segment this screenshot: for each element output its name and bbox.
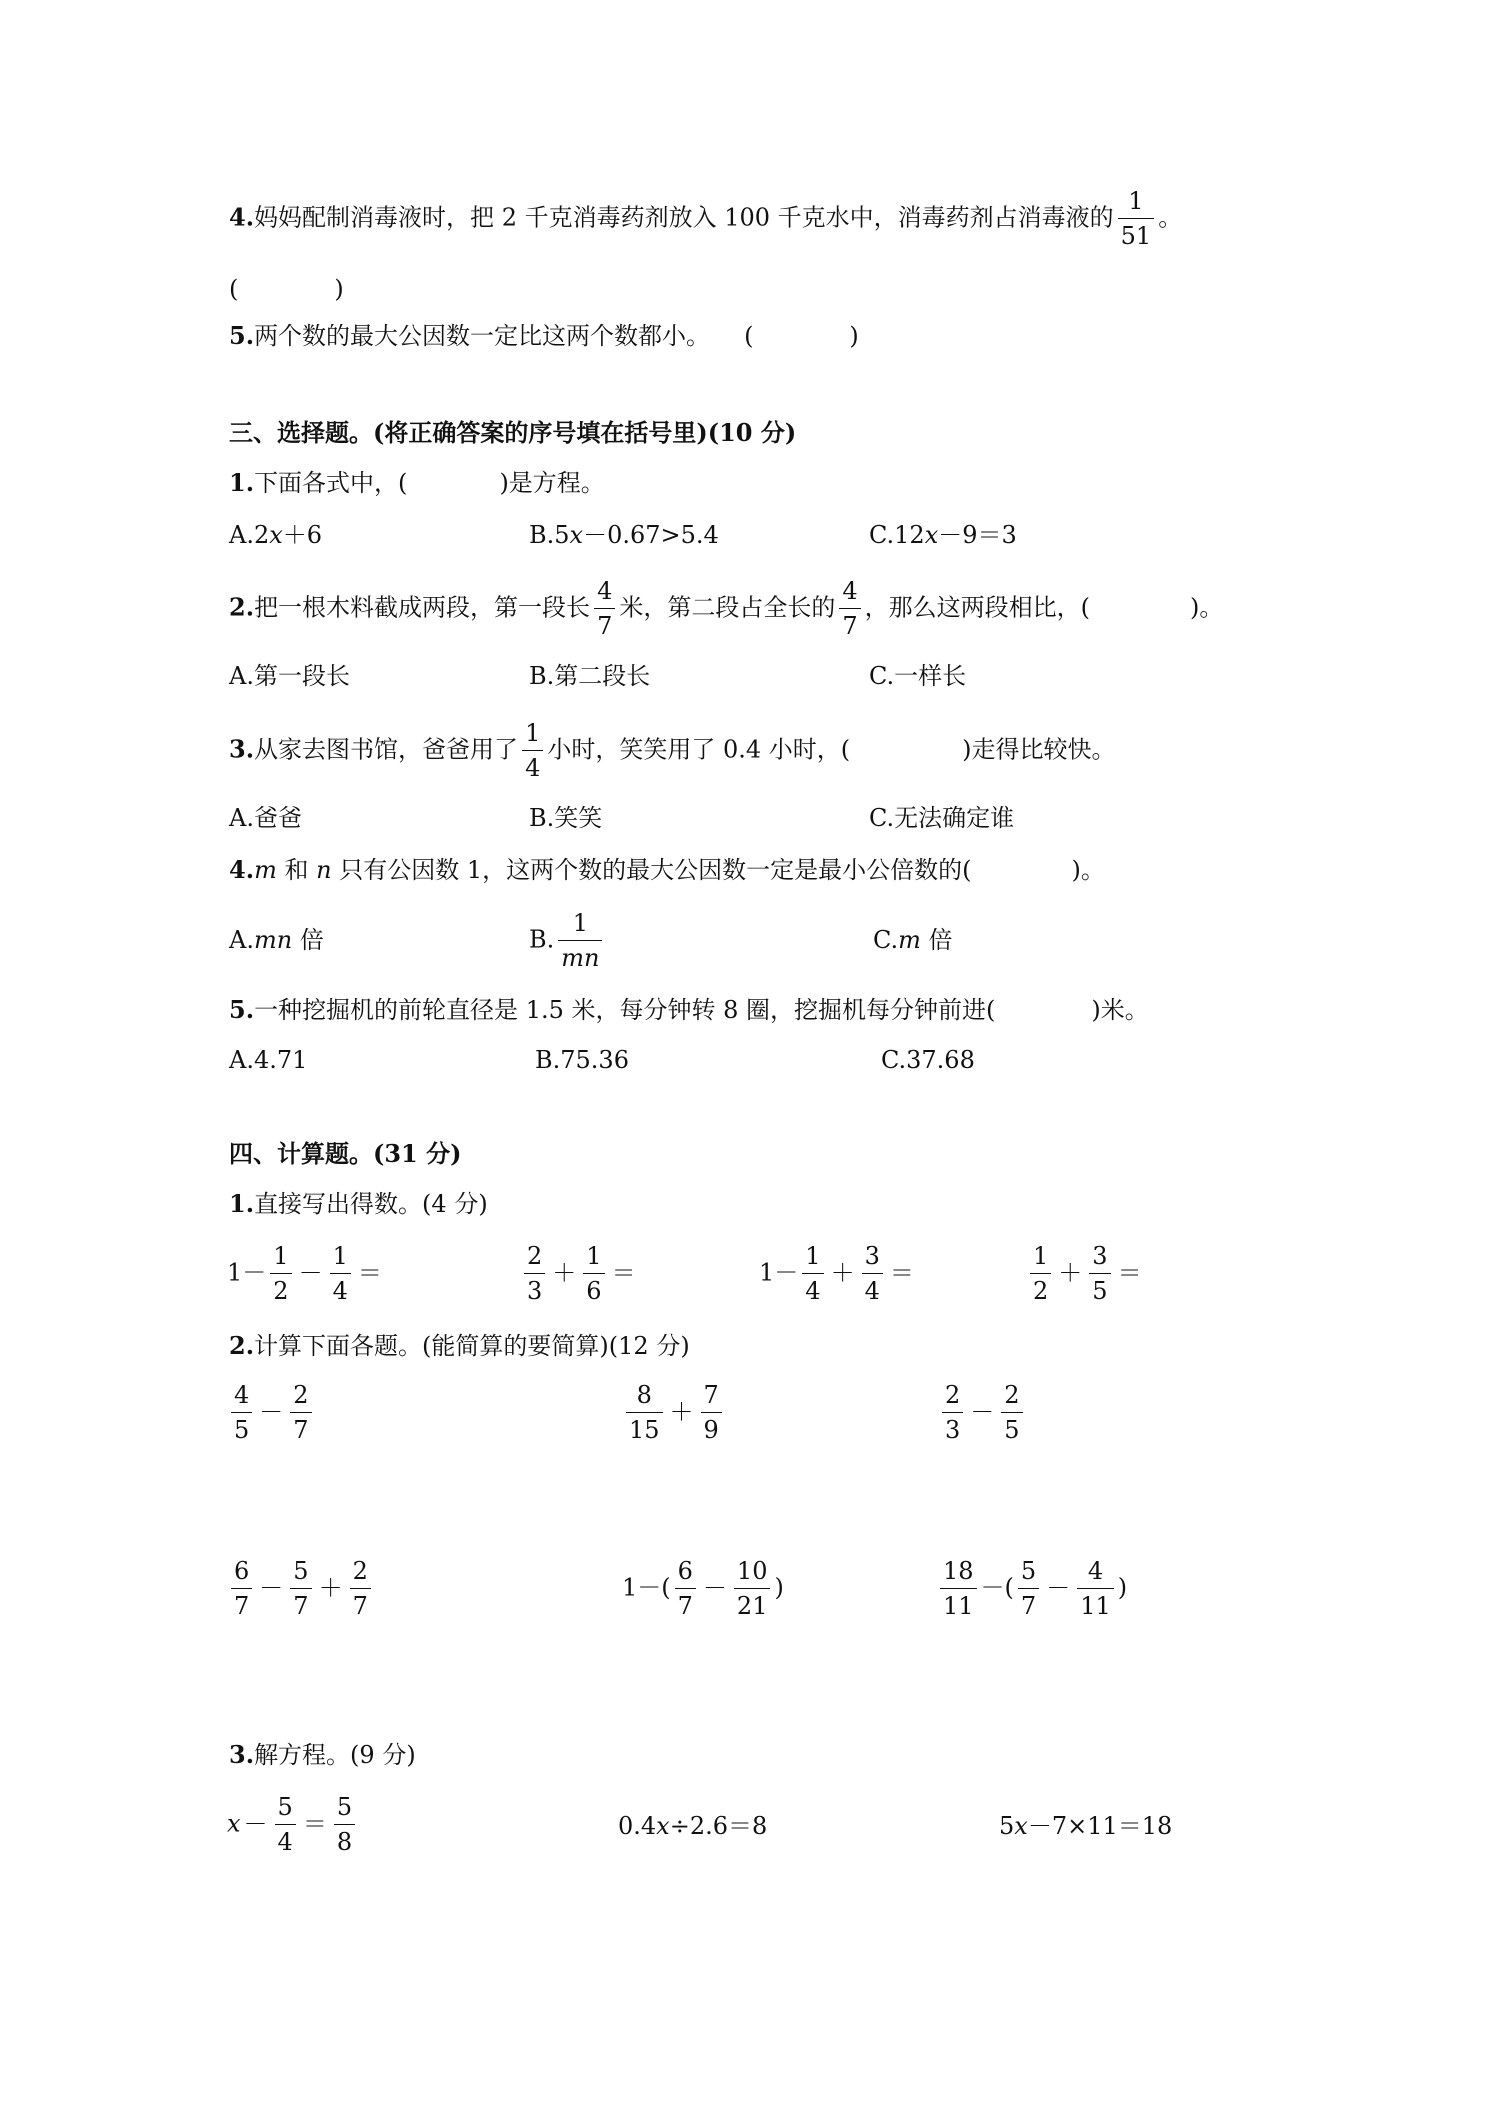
question-number: 4. [229,855,255,884]
section-heading: 三、选择题。(将正确答案的序号填在括号里)(10 分) [229,418,797,447]
expression: $\frac{18}{11}$ －( $\frac{5}{7}$ － $\frac{4}{11}$ ) [936,1558,1127,1620]
expression: 1－ $\frac{1}{4}$ ＋ $\frac{3}{4}$ ＝ [759,1242,914,1305]
option-c[interactable]: C.m 倍 [873,926,953,954]
judge-q4: 4.妈妈配制消毒液时，把 2 千克消毒药剂放入 100 千克水中，消毒药剂占消毒液的 $\frac{1}{51}$ 。 [229,187,1183,250]
fraction: $\frac{1}{4}$ [522,720,543,782]
option-a[interactable]: A.mn 倍 [229,926,324,954]
equation: x － $\frac{5}{4}$ ＝ $\frac{5}{8}$ [227,1794,359,1856]
choice-q2: 2.把一根木料截成两段，第一段长 $\frac{4}{7}$ 米，第二段占全长的 $\frac{4}{7}$ ，那么这两段相比，( )。 [229,577,1224,640]
option-a[interactable]: A.2x＋6 [229,521,323,549]
option-a[interactable]: A.爸爸 [229,804,302,832]
fraction: $\frac{4}{7}$ [594,578,615,640]
fraction: $\frac{4}{7}$ [839,578,860,640]
option-a[interactable]: A.4.71 [229,1046,308,1074]
calc-part-3: 3.解方程。(9 分) [229,1740,416,1769]
section-heading: 四、计算题。(31 分) [229,1139,462,1168]
option-b[interactable]: B.第二段长 [529,662,651,690]
option-c[interactable]: C.无法确定谁 [869,804,1015,832]
question-number: 1. [229,468,255,497]
expression: $\frac{4}{5}$ － $\frac{2}{7}$ [227,1382,316,1444]
judge-q5 [229,321,859,350]
expression: 1－ $\frac{1}{2}$ － $\frac{1}{4}$ ＝ [227,1242,382,1305]
option-c[interactable]: C.一样长 [869,662,967,690]
question-number: 3. [229,734,255,764]
expression: $\frac{2}{3}$ － $\frac{2}{5}$ [938,1382,1027,1444]
calc-part-1: 1.直接写出得数。(4 分) [229,1189,488,1218]
choice-q3: 3.从家去图书馆，爸爸用了 $\frac{1}{4}$ 小时，笑笑用了 0.4 小时，( )走得比较快。 [229,719,1116,782]
option-b[interactable]: B. $\frac{1}{mn}$ [529,910,606,972]
question-text: 妈妈配制消毒液时，把 2 千克消毒药剂放入 100 千克水中，消毒药剂占消毒液的 [254,203,1114,232]
option-c[interactable]: C.37.68 [881,1046,975,1074]
choice-q4: 4.m 和 n 只有公因数 1，这两个数的最大公因数一定是最小公倍数的( )。 [229,855,1105,884]
option-a[interactable]: A.第一段长 [229,662,350,690]
choice-q5: 5.一种挖掘机的前轮直径是 1.5 米，每分钟转 8 圈，挖掘机每分钟前进( )米。 [229,995,1149,1024]
question-number: 3. [229,1740,255,1769]
equation: 0.4x÷2.6＝8 [618,1812,768,1840]
option-b[interactable]: B.5x－0.67>5.4 [529,521,719,549]
question-number: 4. [229,202,255,232]
fraction: $\frac{1}{mn}$ [558,910,602,972]
calc-part-2: 2.计算下面各题。(能简算的要简算)(12 分) [229,1331,690,1360]
question-number: 2. [229,1331,255,1360]
question-number: 2. [229,592,255,622]
question-number: 5. [229,995,255,1024]
option-b[interactable]: B.笑笑 [529,804,603,832]
expression: $\frac{8}{15}$ ＋ $\frac{7}{9}$ [622,1382,726,1444]
option-b[interactable]: B.75.36 [535,1046,629,1074]
expression: $\frac{1}{2}$ ＋ $\frac{3}{5}$ ＝ [1026,1243,1145,1305]
equation: 5x－7×11＝18 [999,1812,1173,1840]
question-number: 5. [229,321,255,350]
question-text: 两个数的最大公因数一定比这两个数都小。 [254,322,711,350]
expression: $\frac{2}{3}$ ＋ $\frac{1}{6}$ ＝ [520,1243,639,1305]
expression: $\frac{6}{7}$ － $\frac{5}{7}$ ＋ $\frac{2}{7}$ [227,1558,375,1620]
fraction: $\frac{1}{51}$ [1118,188,1155,250]
answer-paren[interactable]: ( ) [229,275,344,303]
question-number: 1. [229,1189,255,1218]
expression: 1－( $\frac{6}{7}$ － $\frac{10}{21}$ ) [622,1557,784,1620]
choice-q1: 1.下面各式中，( )是方程。 [229,468,605,497]
option-c[interactable]: C.12x－9＝3 [869,521,1017,549]
answer-paren[interactable]: ( ) [744,322,859,350]
